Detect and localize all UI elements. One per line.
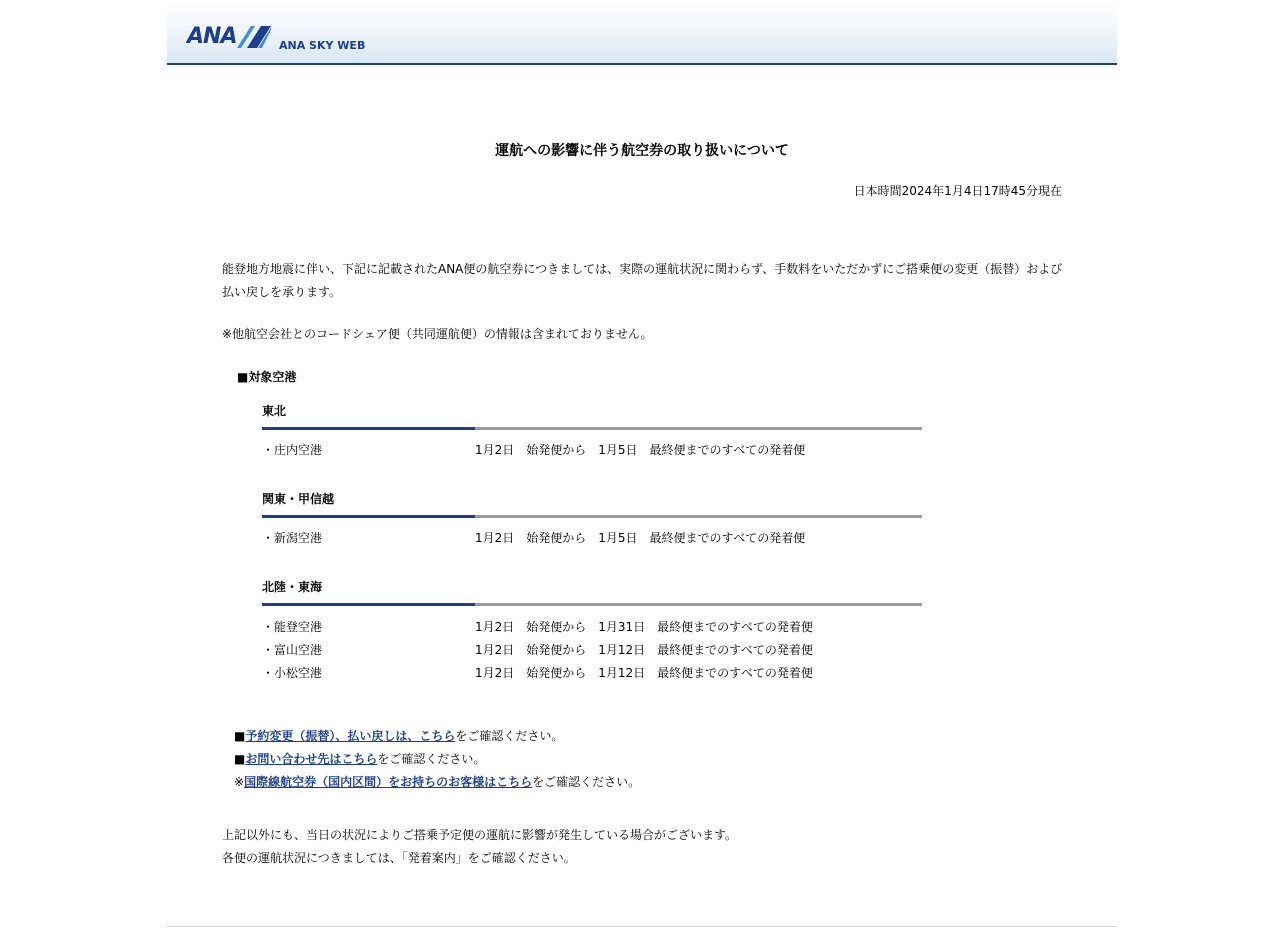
region-divider: [262, 603, 922, 606]
footer-divider: [167, 926, 1117, 927]
airport-name: ・能登空港: [262, 620, 323, 634]
airport-row-shonai: [262, 439, 922, 462]
bullet-square: ■: [234, 729, 246, 743]
airport-period: 1月2日 始発便から 1月31日 最終便までのすべての発着便: [475, 620, 813, 634]
intro-paragraph: [222, 258, 1067, 304]
international-ticket-link[interactable]: 国際線航空券（国内区間）をお持ちのお客様はこちら: [244, 775, 533, 789]
link-row-contact: [234, 748, 640, 771]
airport-name: ・庄内空港: [262, 443, 323, 457]
airport-row-niigata: [262, 527, 922, 550]
airport-name: ・富山空港: [262, 643, 323, 657]
region-hokuriku-tokai: [262, 578, 922, 685]
contact-link[interactable]: お問い合わせ先はこちら: [245, 752, 378, 766]
site-name: ANA SKY WEB: [279, 39, 366, 52]
info-links: [234, 725, 640, 794]
target-airports-heading: ■対象空港: [237, 370, 297, 384]
link-suffix: をご確認ください。: [455, 729, 564, 743]
airport-period: 1月2日 始発便から 1月5日 最終便までのすべての発着便: [475, 531, 806, 545]
timestamp: 日本時間2024年1月4日17時45分現在: [853, 184, 1062, 198]
link-row-international: [234, 771, 640, 794]
airport-period: 1月2日 始発便から 1月12日 最終便までのすべての発着便: [475, 643, 813, 657]
logo-text: ANA: [187, 24, 237, 49]
airport-row-toyama: [262, 639, 922, 662]
closing-paragraph: [222, 824, 1067, 870]
airport-row-noto: [262, 616, 922, 639]
link-row-change-refund: [234, 725, 640, 748]
closing-line-1: 上記以外にも、当日の状況によりご搭乗予定便の運航に影響が発生している場合がございます。: [222, 828, 738, 842]
airport-name: ・新潟空港: [262, 531, 323, 545]
region-title: 東北: [262, 404, 287, 418]
airport-name: ・小松空港: [262, 666, 323, 680]
bullet-square: ■: [234, 752, 246, 766]
region-divider: [262, 427, 922, 430]
intro-line-2: 払い戻しを承ります。: [222, 285, 342, 299]
logo-stripes-icon: [237, 26, 271, 48]
region-title: 関東・甲信越: [262, 492, 335, 506]
change-refund-link[interactable]: 予約変更（振替）、払い戻しは、こちら: [245, 729, 456, 743]
closing-line-2: 各便の運航状況につきましては、「発着案内」をご確認ください。: [222, 851, 576, 865]
region-tohoku: [262, 402, 922, 462]
bullet-note: ※: [234, 775, 245, 789]
region-divider: [262, 515, 922, 518]
airport-period: 1月2日 始発便から 1月12日 最終便までのすべての発着便: [475, 666, 813, 680]
link-suffix: をご確認ください。: [377, 752, 486, 766]
intro-line-1: 能登地方地震に伴い、下記に記載されたANA便の航空券につきましては、実際の運航状況に関わらず、手数料をいただかずにご搭乗便の変更（振替）および: [222, 262, 1063, 276]
region-title: 北陸・東海: [262, 580, 323, 594]
airport-row-komatsu: [262, 662, 922, 685]
site-header: [167, 0, 1117, 65]
page-title: 運航への影響に伴う航空券の取り扱いについて: [495, 143, 789, 159]
codeshare-note: ※他航空会社とのコードシェア便（共同運航便）の情報は含まれておりません。: [222, 327, 653, 341]
link-suffix: をご確認ください。: [532, 775, 641, 789]
region-kanto-koshinetsu: [262, 490, 922, 550]
airport-period: 1月2日 始発便から 1月5日 最終便までのすべての発着便: [475, 443, 806, 457]
